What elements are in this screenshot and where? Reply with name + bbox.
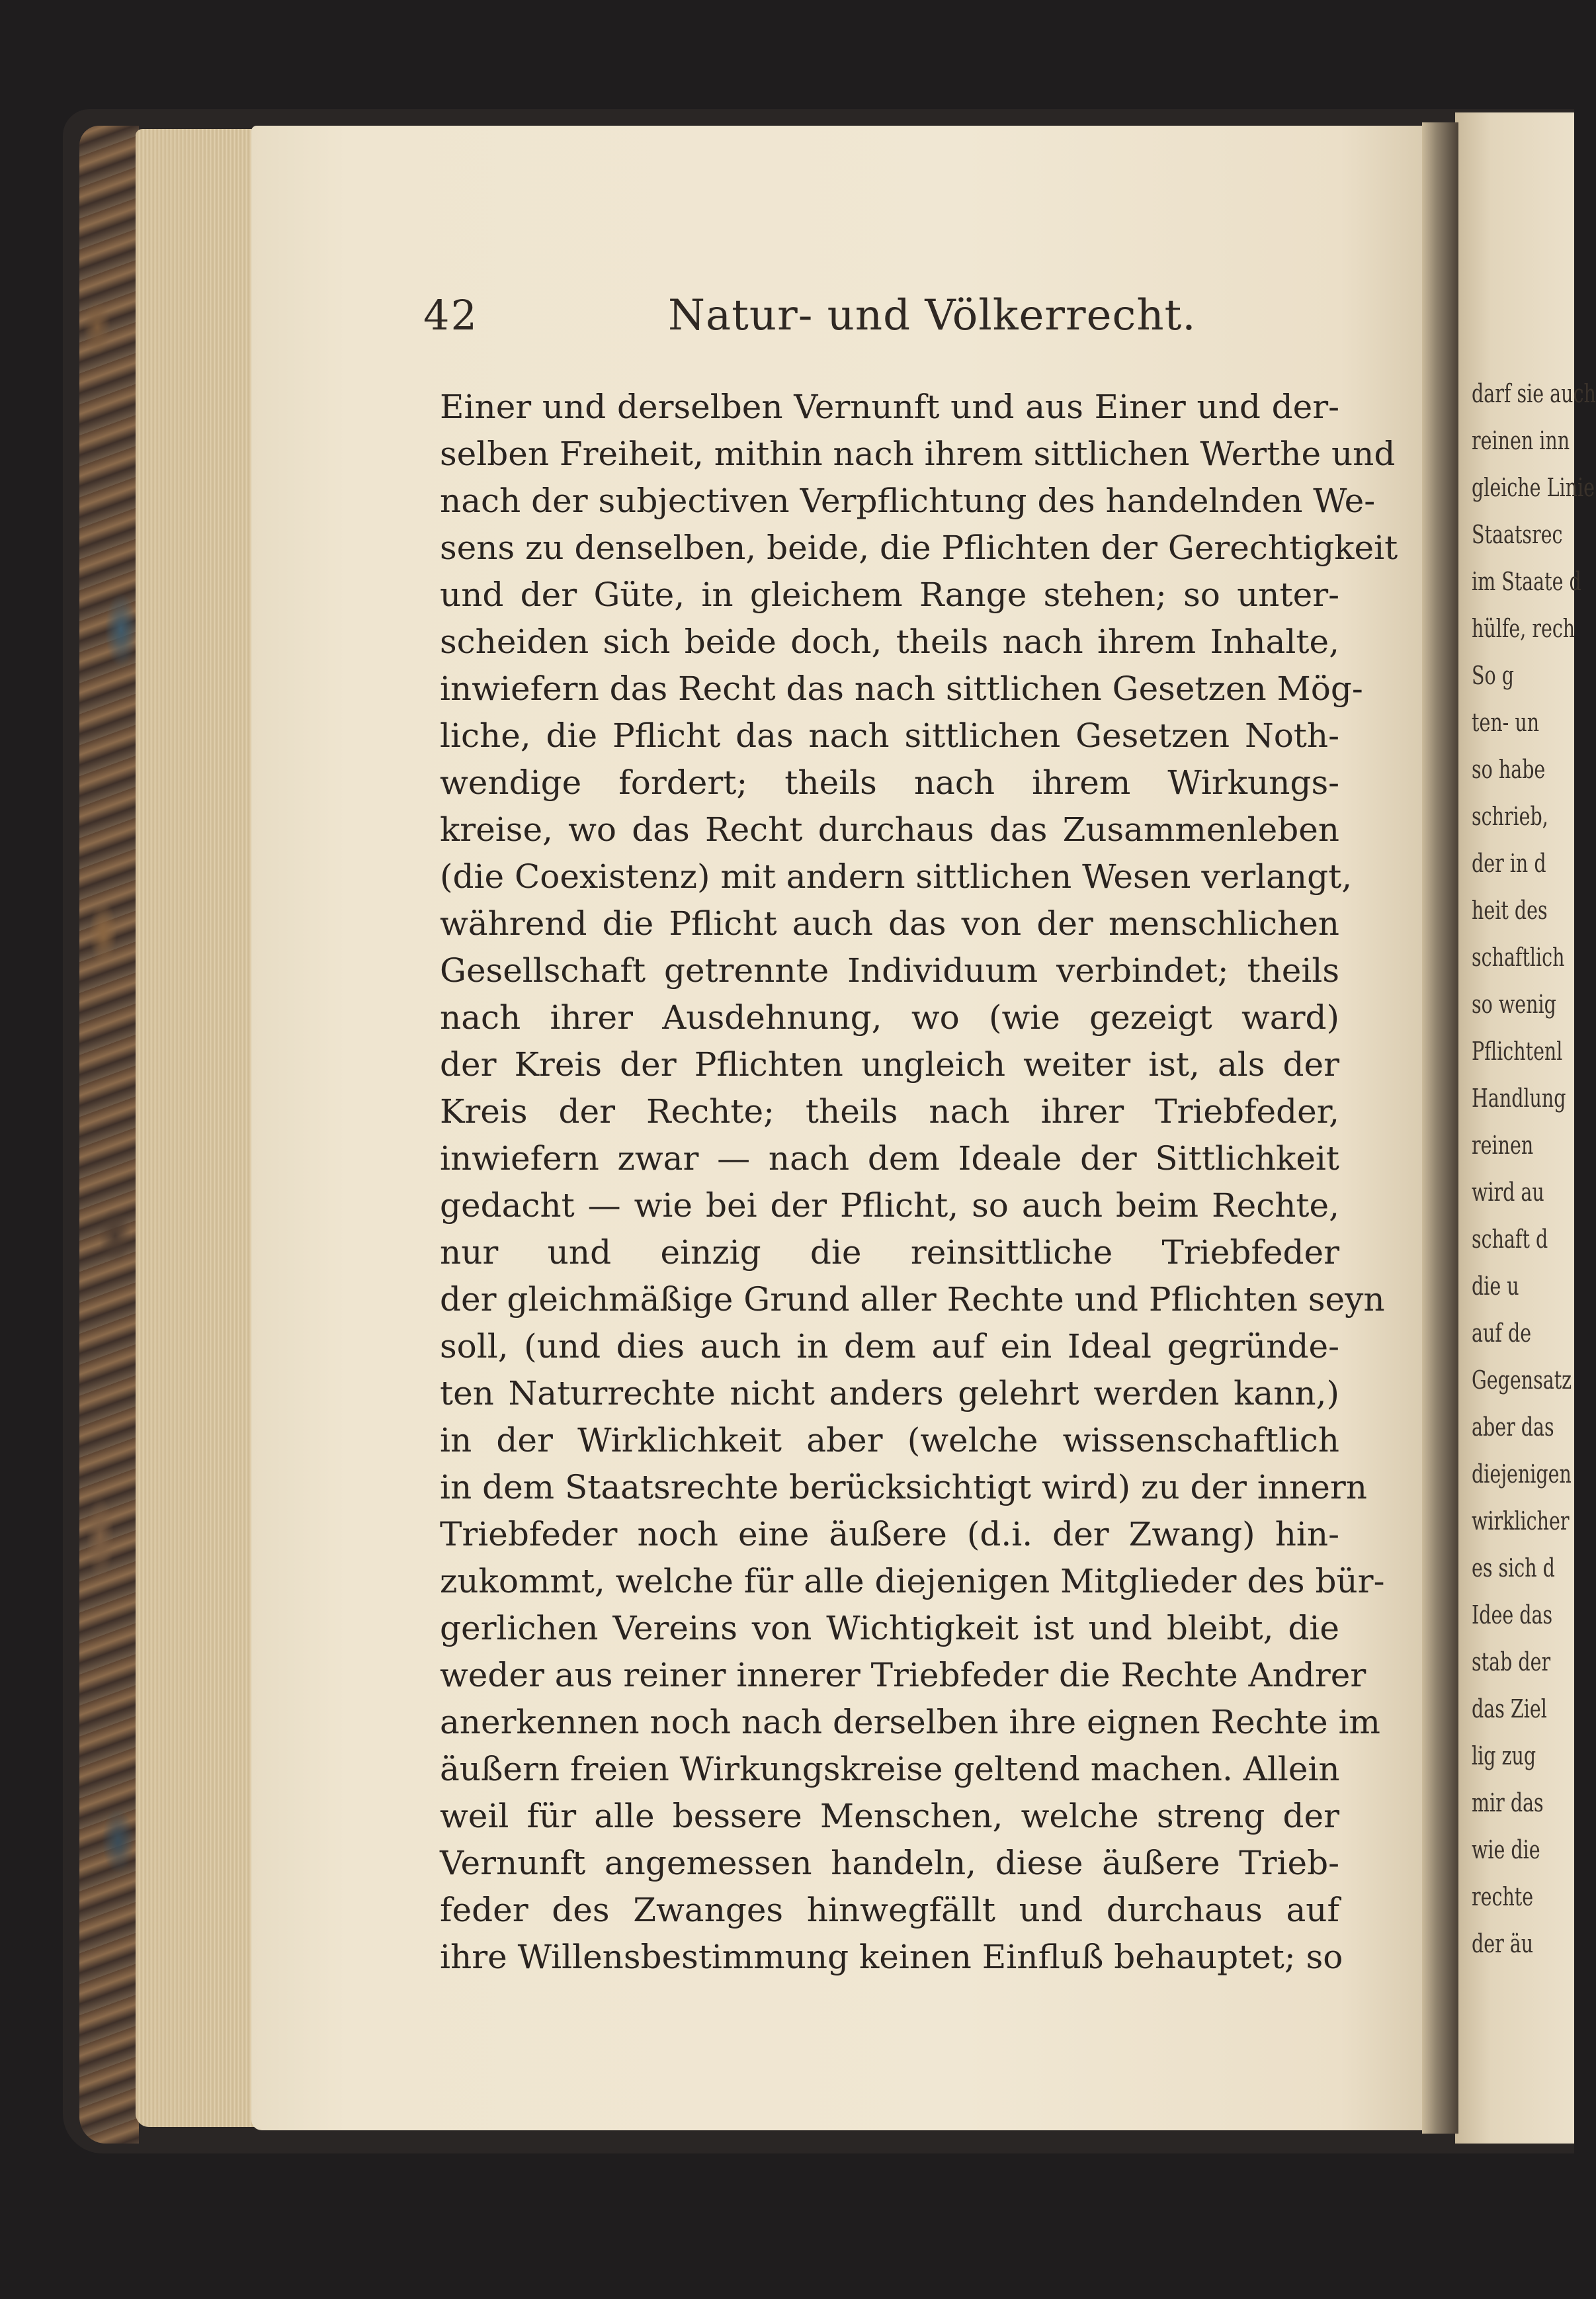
text-line: in der Wirklichkeit aber (welche wissenschaftlich bbox=[440, 1421, 1339, 1459]
text-line: inwiefern zwar — nach dem Ideale der Sittlichkeit bbox=[440, 1139, 1339, 1178]
text-line: nach ihrer Ausdehnung, wo (wie gezeigt ward) bbox=[440, 998, 1339, 1037]
text-line: anerkennen noch nach derselben ihre eignen Rechte im bbox=[440, 1703, 1380, 1741]
facing-text-line: Pflichtenl bbox=[1472, 1037, 1563, 1066]
text-line: Einer und derselben Vernunft und aus Einer und der- bbox=[440, 388, 1339, 426]
facing-text-line: reinen bbox=[1472, 1131, 1534, 1160]
facing-page-text bbox=[1472, 370, 1596, 1968]
facing-text-line: wirklicher bbox=[1472, 1506, 1570, 1536]
book-gutter bbox=[1422, 122, 1458, 2134]
facing-text-line: im Staate d bbox=[1472, 567, 1581, 596]
page-stack-edge bbox=[136, 129, 261, 2127]
facing-text-line: das Ziel bbox=[1472, 1694, 1547, 1723]
text-line: weil für alle bessere Menschen, welche streng der bbox=[440, 1797, 1339, 1835]
text-line: kreise, wo das Recht durchaus das Zusammenleben bbox=[440, 810, 1339, 849]
facing-text-line: darf sie auch bbox=[1472, 379, 1596, 408]
facing-text-line: rechte bbox=[1472, 1882, 1534, 1911]
running-head: Natur- und Völkerrecht. bbox=[668, 291, 1197, 340]
text-line: scheiden sich beide doch, theils nach ihrem Inhalte, bbox=[440, 623, 1339, 661]
facing-text-line: diejenigen bbox=[1472, 1459, 1572, 1489]
text-line: liche, die Pflicht das nach sittlichen Gesetzen Noth- bbox=[440, 716, 1339, 755]
facing-text-line: es sich d bbox=[1472, 1553, 1555, 1583]
facing-text-line: aber das bbox=[1472, 1412, 1554, 1442]
text-line: Kreis der Rechte; theils nach ihrer Triebfeder, bbox=[440, 1092, 1339, 1131]
facing-text-line: Gegensatz bbox=[1472, 1366, 1572, 1395]
facing-text-line: hülfe, rech bbox=[1472, 614, 1575, 643]
facing-text-line: wird au bbox=[1472, 1178, 1544, 1207]
text-line: gedacht — wie bei der Pflicht, so auch beim Rechte, bbox=[440, 1186, 1339, 1225]
facing-text-line: auf de bbox=[1472, 1319, 1532, 1348]
facing-text-line: schaftlich bbox=[1472, 943, 1565, 972]
text-line: feder des Zwanges hinwegfällt und durchaus auf bbox=[440, 1891, 1339, 1929]
text-line: ten Naturrechte nicht anders gelehrt werden kann,) bbox=[440, 1374, 1339, 1412]
text-line: während die Pflicht auch das von der menschlichen bbox=[440, 904, 1339, 943]
text-line: selben Freiheit, mithin nach ihrem sittlichen Werthe und bbox=[440, 435, 1396, 473]
text-line: der Kreis der Pflichten ungleich weiter ist, als der bbox=[440, 1045, 1339, 1084]
text-line: (die Coexistenz) mit andern sittlichen Wesen verlangt, bbox=[440, 857, 1353, 896]
facing-text-line: gleiche Linie bbox=[1472, 473, 1595, 502]
text-line: nur und einzig die reinsittliche Triebfeder bbox=[440, 1233, 1339, 1272]
text-line: wendige fordert; theils nach ihrem Wirkungs- bbox=[440, 763, 1339, 802]
text-line: nach der subjectiven Verpflichtung des handelnden We- bbox=[440, 482, 1376, 520]
text-line: Triebfeder noch eine äußere (d.i. der Zwang) hin- bbox=[440, 1515, 1339, 1553]
facing-text-line: lig zug bbox=[1472, 1741, 1536, 1770]
text-line: Gesellschaft getrennte Individuum verbindet; theils bbox=[440, 951, 1339, 990]
text-line: in dem Staatsrechte berücksichtigt wird) zu der innern bbox=[440, 1468, 1367, 1506]
text-line: weder aus reiner innerer Triebfeder die Rechte Andrer bbox=[440, 1656, 1366, 1694]
text-line: äußern freien Wirkungskreise geltend machen. Allein bbox=[440, 1750, 1340, 1788]
facing-text-line: schaft d bbox=[1472, 1225, 1548, 1254]
text-line: ihre Willensbestimmung keinen Einfluß behauptet; so bbox=[440, 1938, 1343, 1976]
facing-text-line: mir das bbox=[1472, 1788, 1544, 1817]
facing-text-line: schrieb, bbox=[1472, 802, 1548, 831]
text-line: sens zu denselben, beide, die Pflichten der Gerechtigkeit bbox=[440, 529, 1398, 567]
text-line: gerlichen Vereins von Wichtigkeit ist und bleibt, die bbox=[440, 1609, 1339, 1647]
body-text bbox=[440, 384, 1398, 1981]
facing-text-line: so wenig bbox=[1472, 990, 1556, 1019]
facing-text-line: der in d bbox=[1472, 849, 1546, 878]
text-line: zukommt, welche für alle diejenigen Mitglieder des bür- bbox=[440, 1562, 1385, 1600]
text-line: und der Güte, in gleichem Range stehen; so unter- bbox=[440, 576, 1339, 614]
page-number: 42 bbox=[423, 291, 478, 339]
facing-text-line: stab der bbox=[1472, 1647, 1551, 1676]
facing-text-line: reinen inn bbox=[1472, 426, 1570, 455]
facing-text-line: so habe bbox=[1472, 755, 1546, 784]
text-line: Vernunft angemessen handeln, diese äußere Trieb- bbox=[440, 1844, 1339, 1882]
text-line: der gleichmäßige Grund aller Rechte und Pflichten seyn bbox=[440, 1280, 1385, 1319]
text-line: inwiefern das Recht das nach sittlichen Gesetzen Mög- bbox=[440, 670, 1363, 708]
facing-text-line: Idee das bbox=[1472, 1600, 1553, 1629]
facing-text-line: Staatsrec bbox=[1472, 520, 1563, 549]
page-header bbox=[423, 291, 1349, 344]
text-line: soll, (und dies auch in dem auf ein Ideal gegründe- bbox=[440, 1327, 1339, 1366]
facing-text-line: heit des bbox=[1472, 896, 1548, 925]
facing-text-line: Handlung bbox=[1472, 1084, 1566, 1113]
facing-text-line: die u bbox=[1472, 1272, 1519, 1301]
facing-text-line: So g bbox=[1472, 661, 1514, 690]
facing-text-line: ten- un bbox=[1472, 708, 1540, 737]
facing-text-line: wie die bbox=[1472, 1835, 1540, 1864]
marbled-page-edge bbox=[79, 126, 139, 2144]
facing-text-line: der äu bbox=[1472, 1929, 1534, 1958]
